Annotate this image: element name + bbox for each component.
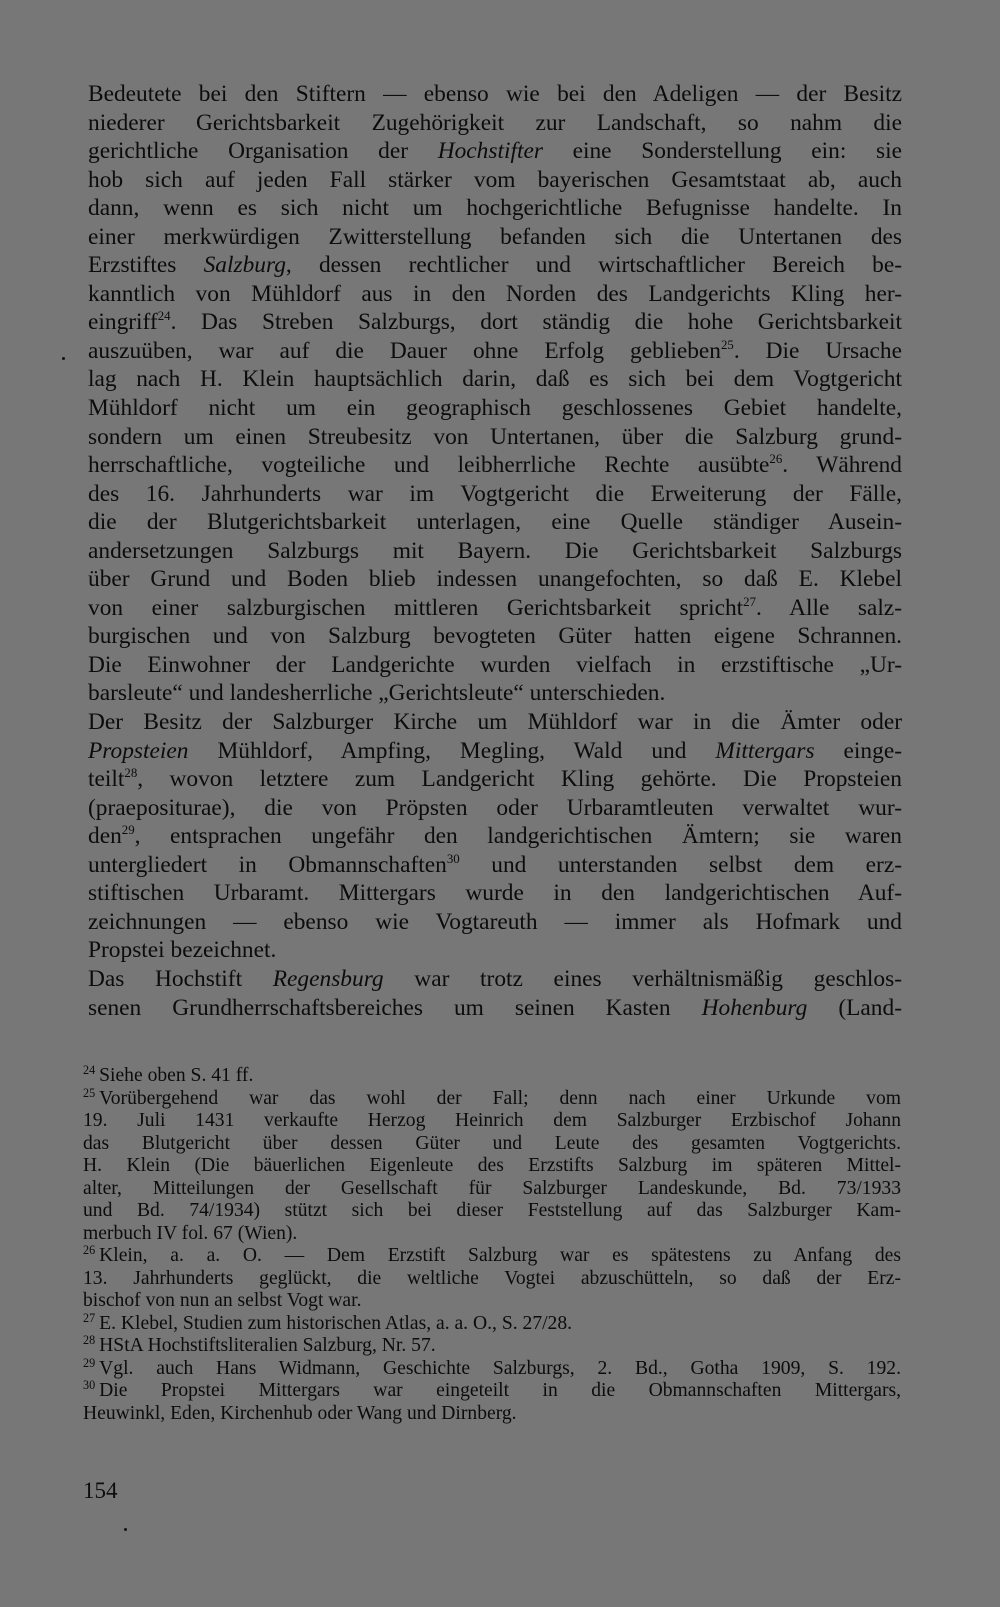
footnote-line [83,1178,901,1201]
text-line: barsleute“ und landesherrliche „Gerichtsleute“ unterschieden. [88,680,666,707]
text-line: über Grund und Boden blieb indessen unangefochten, so daß E. Klebel [88,566,902,593]
footnote-text: Klein, a. a. O. — Dem Erzstift Salzburg war es spätestens zu Anfang des [99,1245,901,1266]
footnote-text: H. Klein (Die bäuerlichen Eigenleute des Erzstifts Salzburg im späteren Mittel- [83,1155,901,1176]
text-line: gerichtliche Organisation der Hochstifter eine Sonderstellung ein: sie [88,138,902,165]
text-line: teilt$^{28}$, wovon letztere zum Landgericht Kling gehörte. Die Propsteien [88,766,902,793]
footnote-line [83,1310,901,1336]
footnote-text: Vorübergehend war das wohl der Fall; denn nach einer Urkunde vom [99,1087,901,1109]
text-line: (praepositurae), die von Pröpsten oder Urbaramtleuten verwaltet wur- [88,794,902,821]
footnote-line [83,1110,901,1133]
text-line: einer merkwürdigen Zwitterstellung befanden sich die Untertanen des [88,223,902,250]
text-line: burgischen und von Salzburg bevogteten Güter hatten eigene Schrannen. [88,623,902,650]
footnote-text: alter, Mitteilungen der Gesellschaft für Salzburger Landeskunde, Bd. 73/1933 [83,1177,901,1199]
scan-speck [62,357,65,360]
footnote-line [83,1403,901,1426]
footnote-line [83,1085,901,1111]
footnote-text: Vgl. auch Hans Widmann, Geschichte Salzburgs, 2. Bd., Gotha 1909, S. 192. [99,1357,901,1379]
footnote-text: 19. Juli 1431 verkaufte Herzog Heinrich dem Salzburger Erzbischof Johann [83,1110,901,1131]
footnote-text: bischof von nun an selbst Vogt war. [83,1290,362,1311]
text-line: stiftischen Urbaramt. Mittergars wurde in den landgerichtischen Auf- [88,880,902,907]
text-line: Propstei bezeichnet. [88,937,277,964]
text-line: zeichnungen — ebenso wie Vogtareuth — immer als Hofmark und [88,908,902,935]
footnote-line [83,1245,901,1268]
text-line: die der Blutgerichtsbarkeit unterlagen, eine Quelle ständiger Ausein- [88,509,902,536]
footnote-text: 13. Jahrhunderts geglückt, die weltliche Vogtei abzuschütteln, so daß der Erz- [83,1267,901,1289]
text-line: untergliedert in Obmannschaften$^{30}$ und unterstanden selbst dem erz- [88,851,903,878]
text-line: kanntlich von Mühldorf aus in den Norden des Landgerichts Kling her- [88,280,902,307]
footnote-line [83,1335,901,1358]
text-line: andersetzungen Salzburgs mit Bayern. Die Gerichtsbarkeit Salzburgs [88,537,902,564]
footnote-text: Heuwinkl, Eden, Kirchenhub oder Wang und Dirnberg. [83,1402,517,1424]
footnote-number: 30 [83,1378,96,1393]
main-text-block [88,80,902,1022]
footnote-text: merbuch IV fol. 67 (Wien). [83,1222,298,1244]
footnote-line [83,1355,901,1381]
footnote-number: 29 [83,1355,96,1370]
text-line: Der Besitz der Salzburger Kirche um Mühldorf war in die Ämter oder [88,709,902,736]
text-line: des 16. Jahrhunderts war im Vogtgericht die Erweiterung der Fälle, [88,480,902,507]
footnote-number: 26 [83,1243,96,1258]
text-line: eingriff$^{24}$. Das Streben Salzburgs, dort ständig die hohe Gerichtsbarkeit [88,309,902,336]
text-line: den$^{29}$, entsprachen ungefähr den landgerichtischen Ämtern; sie waren [88,823,902,850]
text-line: Das Hochstift Regensburg war trotz eines verhältnismäßig geschlos- [88,965,902,992]
text-line: Die Einwohner der Landgerichte wurden vielfach in erzstiftische „Ur- [88,651,902,678]
footnote-number: 24 [83,1063,96,1078]
text-line: lag nach H. Klein hauptsächlich darin, daß es sich bei dem Vogtgericht [88,366,902,393]
footnote-line [83,1065,901,1088]
footnote-line [83,1223,901,1246]
text-line: von einer salzburgischen mittleren Gerichtsbarkeit spricht$^{27}$. Alle salz- [88,594,902,621]
text-line: auszuüben, war auf die Dauer ohne Erfolg geblieben$^{25}$. Die Ursache [88,337,902,364]
footnotes-block [83,1065,901,1425]
text-line: Bedeutete bei den Stiftern — ebenso wie bei den Adeligen — der Besitz [88,81,902,107]
footnote-text: E. Klebel, Studien zum historischen Atlas, a. a. O., S. 27/28. [99,1312,573,1334]
footnote-line [83,1155,901,1178]
footnote-number: 27 [83,1310,96,1325]
footnote-number: 25 [83,1085,96,1100]
footnote-text: HStA Hochstiftsliteralien Salzburg, Nr. 57. [99,1335,436,1356]
footnote-line [83,1268,901,1291]
text-line: herrschaftliche, vogteiliche und leibherrliche Rechte ausübte$^{26}$. Während [88,452,902,479]
footnote-line [83,1133,901,1156]
text-line: Propsteien Mühldorf, Ampfing, Megling, Wald und Mittergars einge- [88,737,902,764]
footnote-text: Die Propstei Mittergars war eingeteilt in die Obmannschaften Mittergars, [99,1380,901,1401]
footnote-text: und Bd. 74/1934) stützt sich bei dieser Feststellung auf das Salzburger Kam- [83,1200,901,1221]
text-line: niederer Gerichtsbarkeit Zugehörigkeit zur Landschaft, so nahm die [88,109,902,136]
text-line: sondern um einen Streubesitz von Untertanen, über die Salzburg grund- [88,423,902,450]
text-line: Mühldorf nicht um ein geographisch geschlossenes Gebiet handelte, [88,395,902,422]
text-line: hob sich auf jeden Fall stärker vom bayerischen Gesamtstaat ab, auch [88,166,902,193]
footnote-number: 28 [83,1333,96,1348]
footnote-line [83,1200,901,1223]
page-number: 154 [83,1478,118,1503]
text-line: Erzstiftes Salzburg, dessen rechtlicher und wirtschaftlicher Bereich be- [88,252,902,279]
text-line: dann, wenn es sich nicht um hochgerichtliche Befugnisse handelte. In [88,195,902,222]
footnote-text: Siehe oben S. 41 ff. [99,1065,254,1086]
footnote-line [83,1290,901,1313]
text-line: senen Grundherrschaftsbereiches um seinen Kasten Hohenburg (Land- [88,994,902,1021]
footnote-line [83,1380,901,1403]
scan-speck [124,1528,127,1531]
footnote-text: das Blutgericht über dessen Güter und Leute des gesamten Vogtgerichts. [83,1132,901,1154]
